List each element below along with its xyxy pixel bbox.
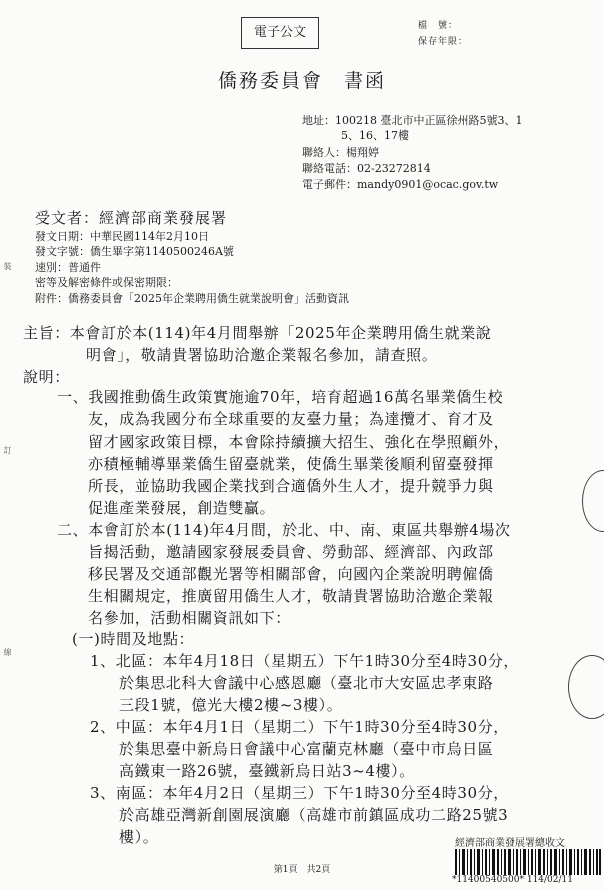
location-north-line: 三段1號，億光大樓2樓~3樓）。 [119,696,343,714]
item2-line: 旨揭活動，邀請國家發展委員會、勞動部、經濟部、內政部 [88,543,494,561]
address-line-2: 5、16、17樓 [341,129,409,142]
location-central-line: 於集思臺中新烏日會議中心富蘭克林廳（臺中市烏日區 [119,740,494,758]
location-north-line: 1、北區：本年4月18日（星期五）下午1時30分至4時30分， [90,652,520,670]
secrecy-level: 密等及解密條件或保密期限： [35,276,178,289]
retention-period-label: 保存年限： [418,37,469,47]
binding-mark: 線 [3,648,12,656]
location-south-line: 3、南區：本年4月2日（星期三）下午1時30分至4時30分， [90,784,509,802]
location-south-line: 樓）。 [119,828,159,846]
barcode [455,849,601,875]
seal-stamp-partial [582,470,604,532]
item1-line: 留才國家政策目標，本會除持續擴大招生、強化在學照顧外， [88,433,510,451]
item2-line: 生相關規定，推廣留用僑生人才，敬請貴署協助洽邀企業報 [88,587,494,605]
item2-line: 名參加，活動相關資訊如下： [88,609,291,627]
file-number-label: 檔 號： [418,21,459,31]
contact-person: 聯絡人：楊翔婷 [302,146,379,159]
contact-email: 電子郵件：mandy0901@ocac.gov.tw [302,178,499,191]
receiving-stamp-label: 經濟部商業發展署總收文 [455,838,565,849]
contact-phone: 聯絡電話：02-23272814 [302,162,431,175]
seal-stamp-partial [568,655,604,719]
barcode-number: *11400540500* 114/02/11 [452,875,573,885]
binding-mark: 裝 [3,262,12,270]
attachment: 附件：僑務委員會「2025年企業聘用僑生就業說明會」活動資訊 [35,292,349,305]
document-title: 僑務委員會 書函 [217,70,386,92]
location-central-line: 高鐵東一路26號，臺鐵新烏日站3~4樓）。 [119,762,415,780]
issue-date: 發文日期：中華民國114年2月10日 [35,230,209,243]
page-number: 第1頁 共2頁 [273,865,331,875]
delivery-speed: 速別：普通件 [35,261,101,274]
explanation-label: 說明： [23,368,70,386]
location-central-line: 2、中區：本年4月1日（星期二）下午1時30分至4時30分， [90,718,509,736]
electronic-document-stamp: 電子公文 [241,17,319,49]
binding-mark: 訂 [3,446,12,454]
location-north-line: 於集思北科大會議中心感恩廳（臺北市大安區忠孝東路 [119,674,494,692]
address-line-1: 地址：100218 臺北市中正區徐州路5號3、1 [302,114,523,127]
item1-line: 所長，並協助我國企業找到合適僑外生人才，提升競爭力與 [88,477,494,495]
item2-line: 移民署及交通部觀光署等相關部會，向國內企業說明聘僱僑 [88,565,494,583]
location-south-line: 於高雄亞灣新創園展演廳（高雄市前鎮區成功二路25號3 [119,806,509,824]
item1-line: 友，成為我國分布全球重要的友臺力量；為達攬才、育才及 [88,410,494,428]
document-number: 發文字號：僑生畢字第1140500246A號 [35,245,234,258]
item1-line: 亦積極輔導畢業僑生留臺就業，使僑生畢業後順利留臺發揮 [88,455,494,473]
subject-line: 明會」，敬請貴署協助洽邀企業報名參加，請查照。 [86,346,438,364]
subsection-heading: (一)時間及地點： [72,630,195,648]
item1-line: 一、我國推動僑生政策實施逾70年，培育超過16萬名畢業僑生校 [57,388,504,406]
recipient: 受文者：經濟部商業發展署 [35,209,228,227]
item2-line: 二、本會訂於本(114)年4月間，於北、中、南、東區共舉辦4場次 [57,521,511,539]
item1-line: 促進產業發展，創造雙贏。 [88,499,276,517]
subject-line: 主旨：本會訂於本(114)年4月間舉辦「2025年企業聘用僑生就業說 [23,324,492,342]
